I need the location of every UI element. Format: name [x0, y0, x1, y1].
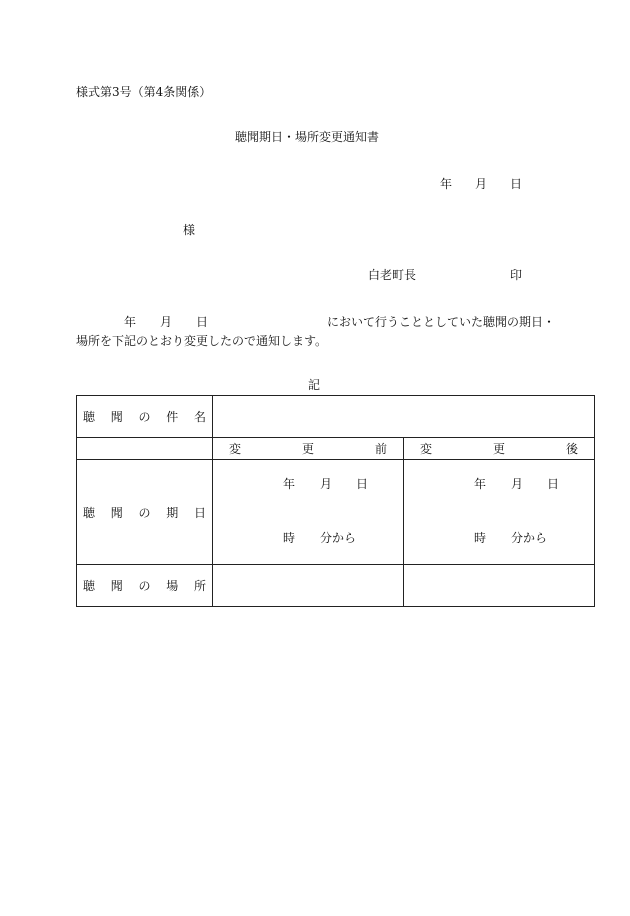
body-year: 年 — [124, 315, 137, 329]
record-heading: 記 — [308, 378, 321, 392]
after-month: 月 — [511, 477, 524, 491]
case-name-value-cell[interactable] — [213, 396, 595, 438]
document-title: 聴聞期日・場所変更通知書 — [235, 130, 380, 144]
date-year: 年 — [440, 177, 453, 191]
body-month: 月 — [160, 315, 173, 329]
after-change-header: 変 更 後 — [404, 438, 595, 460]
body-line2: 場所を下記のとおり変更したので通知します。 — [76, 334, 328, 348]
before-date-cell[interactable] — [213, 460, 404, 565]
date-month: 月 — [475, 177, 488, 191]
after-place-cell[interactable] — [404, 565, 595, 607]
after-hour: 時 — [474, 531, 487, 545]
after-date-cell[interactable] — [404, 460, 595, 565]
issuer-name: 白老町長 — [368, 268, 417, 282]
before-month: 月 — [320, 477, 333, 491]
after-minute: 分から — [511, 531, 548, 545]
after-day: 日 — [547, 477, 560, 491]
before-year: 年 — [283, 477, 296, 491]
place-label-cell: 聴 聞 の 場 所 — [77, 565, 213, 607]
case-name-label-cell: 聴 聞 の 件 名 — [77, 396, 213, 438]
date-day: 日 — [510, 177, 523, 191]
hearing-change-table — [76, 395, 595, 607]
date-label-cell: 聴 聞 の 期 日 — [77, 460, 213, 565]
seal-mark: 印 — [510, 268, 523, 282]
before-place-cell[interactable] — [213, 565, 404, 607]
before-hour: 時 — [283, 531, 296, 545]
blank-header-cell — [77, 438, 213, 460]
body-day: 日 — [196, 315, 209, 329]
after-year: 年 — [474, 477, 487, 491]
before-change-header: 変 更 前 — [213, 438, 404, 460]
body-line1: において行うこととしていた聴聞の期日・ — [327, 315, 556, 329]
before-day: 日 — [356, 477, 369, 491]
before-minute: 分から — [320, 531, 357, 545]
form-number: 様式第3号（第4条関係） — [76, 85, 212, 99]
addressee-suffix: 様 — [183, 223, 196, 237]
